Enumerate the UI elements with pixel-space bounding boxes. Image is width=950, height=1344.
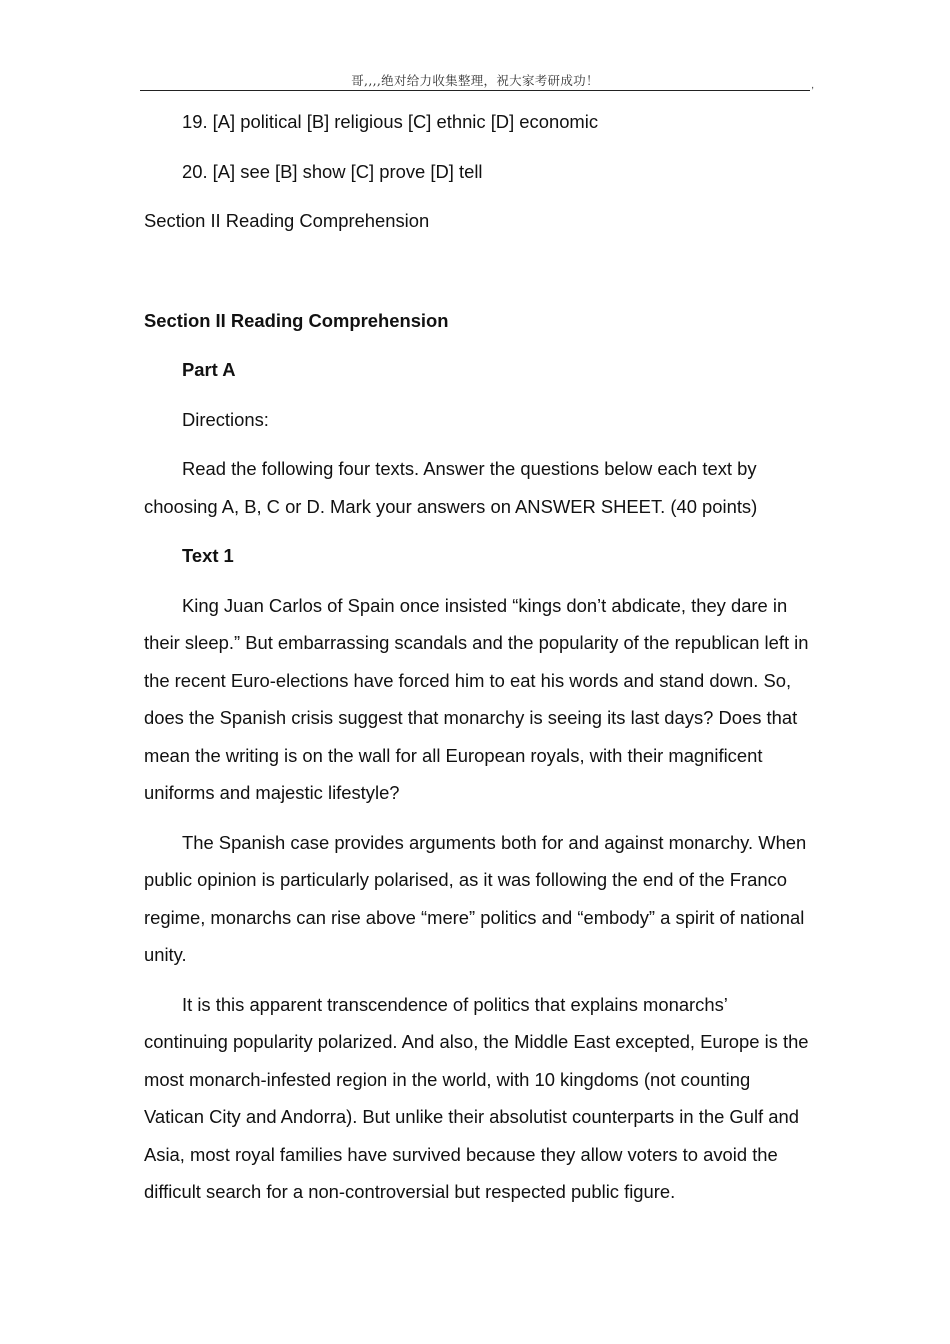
spacer: [144, 252, 812, 302]
header-text: 哥,,,,绝对给力收集整理，祝大家考研成功！: [351, 73, 599, 88]
part-heading: Part A: [182, 359, 236, 380]
section-heading: Section II Reading Comprehension: [144, 309, 449, 331]
paragraph-1: King Juan Carlos of Spain once insisted “kings don’t abdicate, they dare in their sleep.” But embarrassing scandals and the popularity of the republican left in the recent Euro-elections have forced him to eat his words and stand down. So, does the Spanish crisis suggest that monarchy is seeing its last days? Does that mean the writing is on the wall for all European royals, with their magnificent uniforms and majestic lifestyle?: [144, 594, 809, 803]
document-body: [144, 103, 812, 1223]
directions-text: Read the following four texts. Answer the questions below each text by choosing A, B, C or D. Mark your answers on ANSWER SHEET. (40 points): [144, 458, 758, 517]
paragraph-2: The Spanish case provides arguments both for and against monarchy. When public opinion is particularly polarised, as it was following the end of the Franco regime, monarchs can rise above “mere” politics and “embody” a spirit of national unity.: [144, 831, 807, 965]
directions-label: Directions:: [182, 408, 269, 430]
paragraph-3: It is this apparent transcendence of politics that explains monarchs’ continuing popularity polarized. And also, the Middle East excepted, Europe is the most monarch-infested region in the world, with 10 kingdoms (not counting Vatican City and Andorra). But unlike their absolutist counterparts in the Gulf and Asia, most royal families have survived because they allow voters to avoid the difficult search for a non-controversial but respected public figure.: [144, 993, 809, 1202]
page-header: [140, 70, 814, 91]
text-title: Text 1: [182, 545, 234, 566]
question-19-options: 19. [A] political [B] religious [C] ethnic [D] economic: [182, 111, 599, 132]
section-heading-plain: Section II Reading Comprehension: [144, 210, 430, 231]
question-20-options: 20. [A] see [B] show [C] prove [D] tell: [182, 160, 483, 182]
header-mark: ,: [811, 80, 814, 91]
